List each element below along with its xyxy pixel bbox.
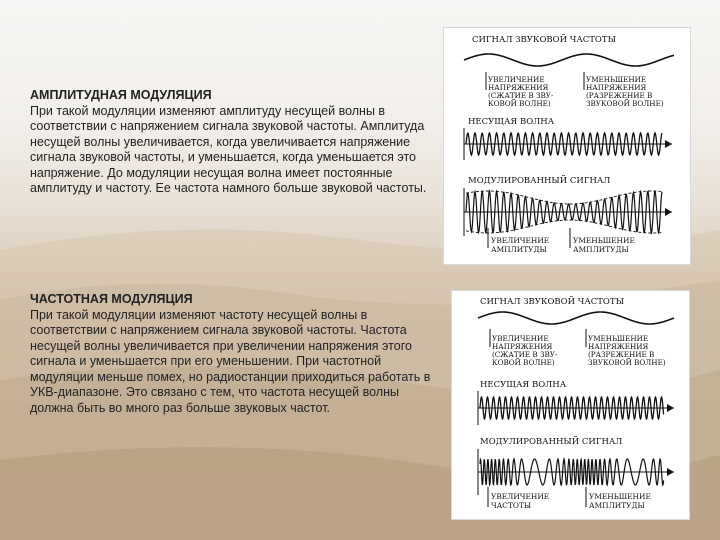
- fm-modulated-arrow-icon: [667, 468, 674, 476]
- svg-text:(СЖАТИЕ В ЗВУ-: (СЖАТИЕ В ЗВУ-: [488, 91, 554, 100]
- am-increase-label: [488, 75, 554, 108]
- fm-increase-label: [492, 334, 558, 367]
- fm-signal-title: СИГНАЛ ЗВУКОВОЙ ЧАСТОТЫ: [480, 297, 624, 307]
- svg-text:(РАЗРЕЖЕНИЕ В: (РАЗРЕЖЕНИЕ В: [586, 91, 653, 100]
- svg-text:УМЕНЬШЕНИЕ: УМЕНЬШЕНИЕ: [573, 236, 635, 245]
- am-carrier-arrow-icon: [665, 140, 672, 148]
- fm-decrease-label: [588, 334, 666, 367]
- svg-text:УВЕЛИЧЕНИЕ: УВЕЛИЧЕНИЕ: [491, 492, 550, 501]
- am-description: При такой модуляции изменяют амплитуду несущей волны в соответствии с напряжением сигнала звуковой частоты. Амплитуда несущей волны увеличивается, когда увеличивается напряжение сигнала звуковой частоты, и уменьшается, когда уменьшается это напряжение. До модуляции несущая волна имеет постоянные амплитуду и частоту. Ее частота намного больше звуковой частоты.: [30, 103, 427, 195]
- am-diagram: [443, 27, 691, 265]
- svg-text:(РАЗРЕЖЕНИЕ В: (РАЗРЕЖЕНИЕ В: [588, 350, 655, 359]
- am-heading: АМПЛИТУДНАЯ МОДУЛЯЦИЯ: [30, 88, 212, 102]
- am-decrease-label: [586, 75, 664, 108]
- am-amp-increase-label: [491, 236, 549, 254]
- fm-heading: ЧАСТОТНАЯ МОДУЛЯЦИЯ: [30, 292, 193, 306]
- svg-text:АМПЛИТУДЫ: АМПЛИТУДЫ: [589, 501, 645, 510]
- svg-text:УМЕНЬШЕНИЕ: УМЕНЬШЕНИЕ: [586, 75, 647, 84]
- am-carrier-title: НЕСУЩАЯ ВОЛНА: [468, 117, 555, 127]
- svg-text:НАПРЯЖЕНИЯ: НАПРЯЖЕНИЯ: [588, 342, 649, 351]
- svg-text:ЗВУКОВОЙ ВОЛНЕ): ЗВУКОВОЙ ВОЛНЕ): [586, 99, 664, 108]
- svg-text:УМЕНЬШЕНИЕ: УМЕНЬШЕНИЕ: [589, 492, 651, 501]
- svg-text:АМПЛИТУДЫ: АМПЛИТУДЫ: [491, 245, 547, 254]
- svg-text:АМПЛИТУДЫ: АМПЛИТУДЫ: [573, 245, 629, 254]
- am-signal-title: СИГНАЛ ЗВУКОВОЙ ЧАСТОТЫ: [472, 35, 616, 45]
- fm-carrier-title: НЕСУЩАЯ ВОЛНА: [480, 380, 567, 390]
- svg-text:УМЕНЬШЕНИЕ: УМЕНЬШЕНИЕ: [588, 334, 649, 343]
- fm-text-block: [30, 292, 440, 416]
- fm-diagram: [451, 290, 690, 520]
- svg-text:(СЖАТИЕ В ЗВУ-: (СЖАТИЕ В ЗВУ-: [492, 350, 558, 359]
- am-signal-wave: [464, 54, 674, 66]
- am-modulated-arrow-icon: [665, 208, 672, 216]
- svg-text:УВЕЛИЧЕНИЕ: УВЕЛИЧЕНИЕ: [492, 334, 549, 343]
- svg-text:КОВОЙ ВОЛНЕ): КОВОЙ ВОЛНЕ): [492, 358, 555, 367]
- fm-carrier-arrow-icon: [667, 404, 674, 412]
- svg-text:КОВОЙ ВОЛНЕ): КОВОЙ ВОЛНЕ): [488, 99, 551, 108]
- svg-text:ЧАСТОТЫ: ЧАСТОТЫ: [491, 501, 532, 510]
- svg-text:НАПРЯЖЕНИЯ: НАПРЯЖЕНИЯ: [492, 342, 553, 351]
- fm-amp-decrease-label: [589, 492, 651, 510]
- am-amp-decrease-label: [573, 236, 635, 254]
- svg-text:ЗВУКОВОЙ ВОЛНЕ): ЗВУКОВОЙ ВОЛНЕ): [588, 358, 666, 367]
- svg-text:НАПРЯЖЕНИЯ: НАПРЯЖЕНИЯ: [586, 83, 647, 92]
- fm-signal-wave: [478, 312, 674, 324]
- fm-description: При такой модуляции изменяют частоту несущей волны в соответствии с напряжением сигнала звуковой частоты. Частота несущей волны увеличивается при увеличении напряжения этого сигнала и уменьшается при его уменьшении. При частотной модуляции меньше помех, но радиостанции приходиться работать в УКВ-диапазоне. Это связано с тем, что частота несущей волны должна быть во много раз больше звуковых частот.: [30, 307, 431, 415]
- fm-amp-increase-label: [491, 492, 549, 510]
- fm-modulated-title: МОДУЛИРОВАННЫЙ СИГНАЛ: [480, 437, 623, 447]
- svg-text:НАПРЯЖЕНИЯ: НАПРЯЖЕНИЯ: [488, 83, 549, 92]
- svg-text:УВЕЛИЧЕНИЕ: УВЕЛИЧЕНИЕ: [488, 75, 545, 84]
- am-text-block: [30, 88, 440, 197]
- svg-text:УВЕЛИЧЕНИЕ: УВЕЛИЧЕНИЕ: [491, 236, 550, 245]
- am-modulated-title: МОДУЛИРОВАННЫЙ СИГНАЛ: [468, 176, 611, 186]
